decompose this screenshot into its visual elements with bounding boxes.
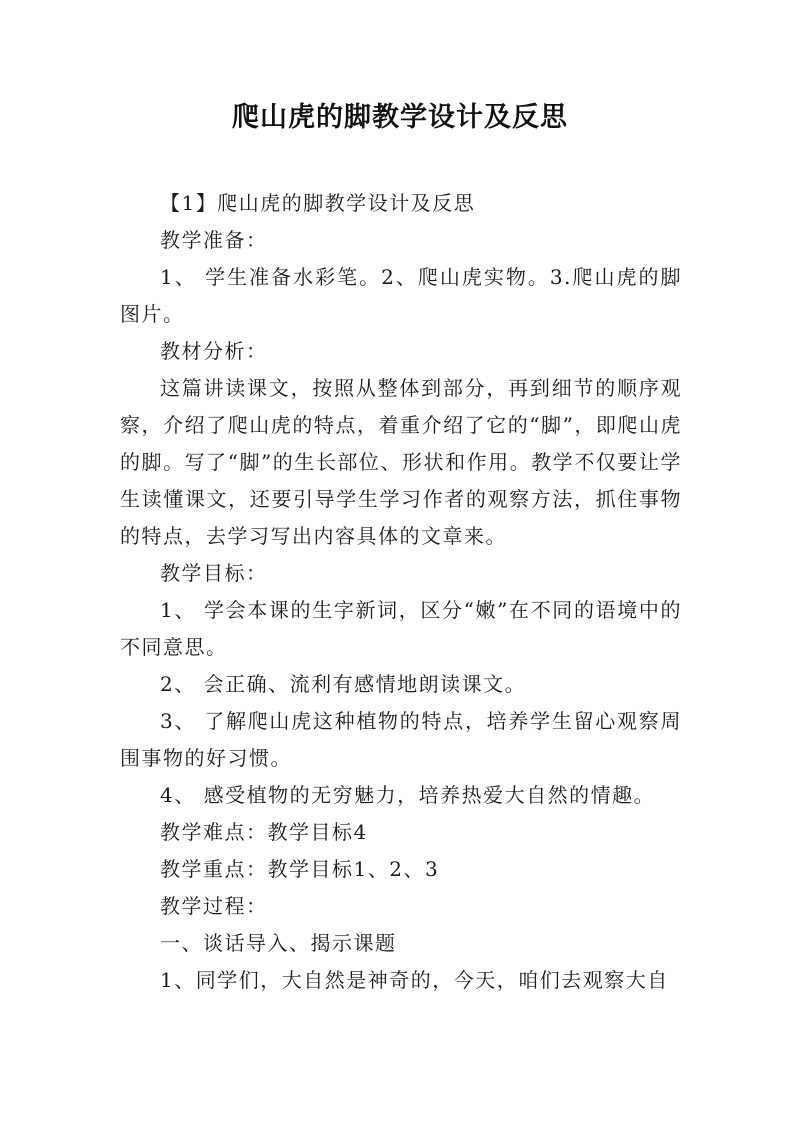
paragraph-goal-2: 2、 会正确、流利有感情地朗读课文。	[160, 672, 527, 696]
paragraph-heading: 【1】爬山虎的脚教学设计及反思	[160, 191, 476, 215]
paragraph-goals-label: 教学目标：	[160, 561, 268, 585]
paragraph-preparation-label: 教学准备：	[160, 228, 268, 252]
paragraph-goal-4: 4、 感受植物的无穷魅力，培养热爱大自然的情趣。	[160, 783, 656, 807]
document-body	[120, 185, 682, 999]
paragraph-key-points: 教学重点：教学目标1、2、3	[160, 857, 440, 881]
paragraph-goal-1: 1、 学会本课的生字新词，区分“嫩”在不同的语境中的不同意思。	[120, 598, 682, 659]
paragraph-difficulty: 教学难点：教学目标4	[160, 820, 368, 844]
paragraph-analysis-label: 教材分析：	[160, 339, 268, 363]
document-title: 爬山虎的脚教学设计及反思	[232, 102, 568, 133]
paragraph-goal-3: 3、 了解爬山虎这种植物的特点，培养学生留心观察周围事物的好习惯。	[120, 709, 682, 770]
paragraph-analysis-text: 这篇讲读课文，按照从整体到部分，再到细节的顺序观察，介绍了爬山虎的特点，着重介绍了它的“脚”，即爬山虎的脚。写了“脚”的生长部位、形状和作用。教学不仅要让学生读懂课文，还要引导学生学习作者的观察方法，抓住事物的特点，去学习写出内容具体的文章来。	[120, 376, 682, 548]
paragraph-process-label: 教学过程：	[160, 894, 268, 918]
paragraph-section-1: 一、谈话导入、揭示课题	[160, 931, 397, 955]
paragraph-preparation-items: 1、 学生准备水彩笔。2、爬山虎实物。3.爬山虎的脚图片。	[120, 265, 682, 326]
paragraph-step-1: 1、同学们，大自然是神奇的，今天，咱们去观察大自	[160, 968, 669, 992]
